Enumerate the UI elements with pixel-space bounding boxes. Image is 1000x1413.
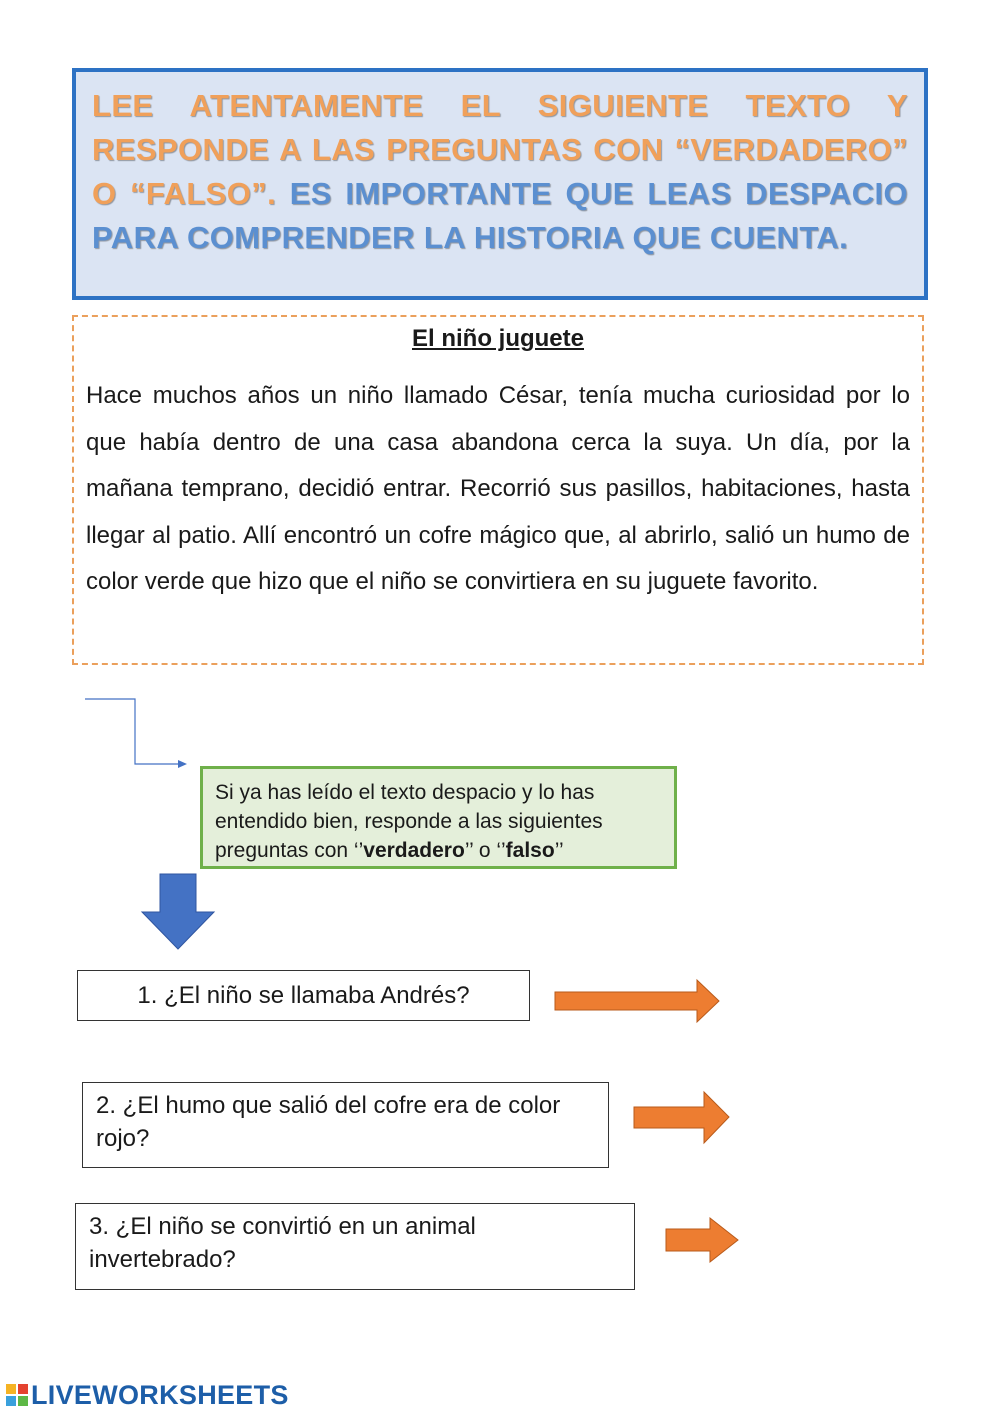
instructions-blue: ES IMPORTANTE QUE LEAS DESPACIO PARA COMPRENDER LA HISTORIA QUE CUENTA. — [92, 176, 909, 255]
story-title: El niño juguete — [412, 325, 584, 352]
note-text-after: ’’ — [554, 839, 564, 862]
orange-arrow-3 — [666, 1218, 738, 1262]
story-body: Hace muchos años un niño llamado César, tenía mucha curiosidad por lo que había dentro de una casa abandona cerca la suya. Un día, por la mañana temprano, decidió entrar. Recorrió sus pasillos, habitaciones, hasta llegar al patio. Allí encontró un cofre mágico que, al abrirlo, salió un humo de color verde que hizo que el niño se convirtiera en su juguete favorito. — [86, 382, 910, 595]
logo-icon — [6, 1384, 28, 1406]
note-text-middle: ’’ o ‘’ — [464, 839, 506, 862]
blue-down-arrow — [142, 874, 214, 949]
note-box — [200, 766, 677, 869]
note-text-before: Si ya has leído el texto despacio y lo has entendido bien, responde a las siguientes preguntas con ‘’ — [215, 781, 603, 862]
connector-arrowhead — [178, 760, 187, 768]
note-verdadero: verdadero — [363, 839, 465, 862]
logo-text: LIVEWORKSHEETS — [31, 1379, 289, 1410]
note-falso: falso — [505, 839, 555, 862]
logo-square — [6, 1384, 16, 1394]
liveworksheets-logo — [6, 1380, 289, 1410]
question-1: 1. ¿El niño se llamaba Andrés? — [77, 970, 530, 1021]
logo-square — [6, 1396, 16, 1406]
question-2: 2. ¿El humo que salió del cofre era de color rojo? — [82, 1082, 609, 1168]
instructions-orange: LEE ATENTAMENTE EL SIGUIENTE TEXTO Y RESPONDE A LAS PREGUNTAS CON “VERDADERO” O “FALSO”. — [92, 88, 908, 211]
logo-square — [18, 1396, 28, 1406]
orange-arrow-1 — [555, 980, 719, 1022]
orange-arrow-2 — [634, 1092, 729, 1143]
question-3: 3. ¿El niño se convirtió en un animal invertebrado? — [75, 1203, 635, 1290]
logo-square — [18, 1384, 28, 1394]
connector-line — [85, 699, 178, 764]
